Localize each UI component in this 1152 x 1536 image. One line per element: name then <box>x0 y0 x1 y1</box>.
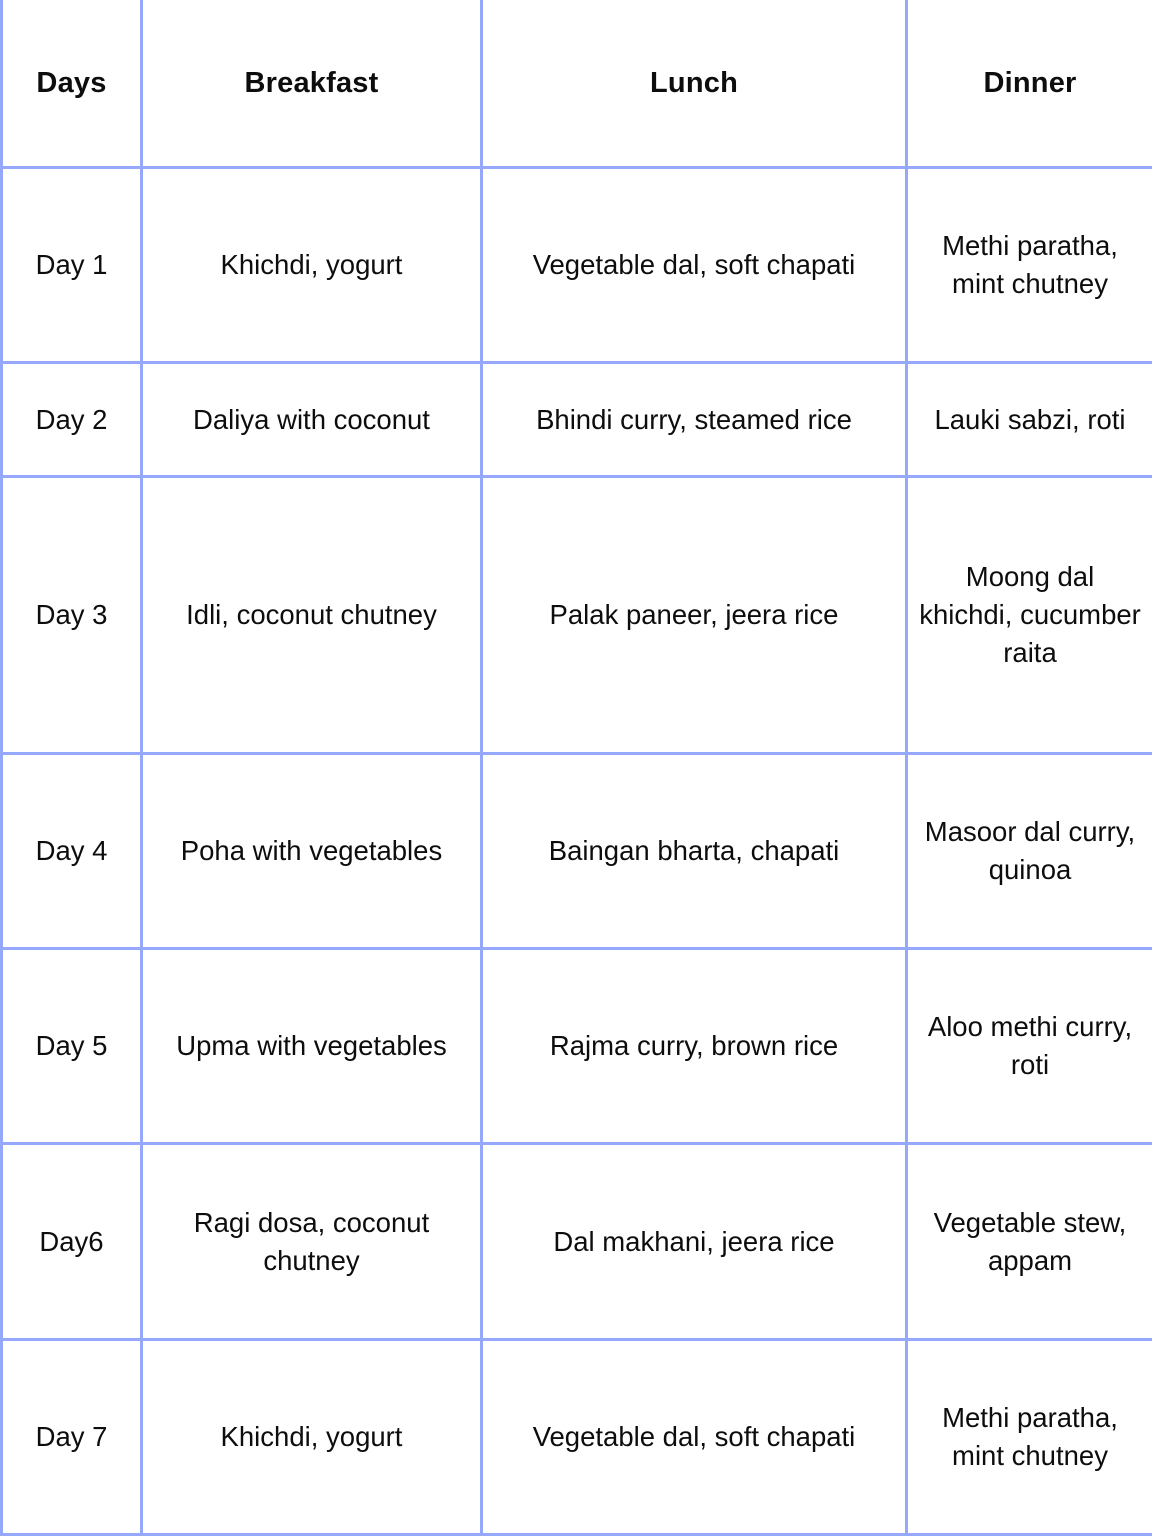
table-header-row <box>2 0 1152 168</box>
cell-day: Day 4 <box>2 753 142 948</box>
cell-lunch: Baingan bharta, chapati <box>482 753 907 948</box>
cell-dinner: Lauki sabzi, roti <box>907 363 1152 477</box>
cell-breakfast: Ragi dosa, coconut chutney <box>142 1144 482 1339</box>
column-header-breakfast: Breakfast <box>142 0 482 168</box>
table-row <box>2 753 1152 948</box>
cell-day: Day 3 <box>2 477 142 754</box>
column-header-dinner: Dinner <box>907 0 1152 168</box>
cell-lunch: Vegetable dal, soft chapati <box>482 168 907 363</box>
cell-day: Day6 <box>2 1144 142 1339</box>
cell-dinner: Methi paratha, mint chutney <box>907 1339 1152 1534</box>
cell-breakfast: Idli, coconut chutney <box>142 477 482 754</box>
cell-lunch: Palak paneer, jeera rice <box>482 477 907 754</box>
cell-breakfast: Upma with vegetables <box>142 949 482 1144</box>
cell-day: Day 5 <box>2 949 142 1144</box>
cell-dinner: Masoor dal curry, quinoa <box>907 753 1152 948</box>
cell-dinner: Vegetable stew, appam <box>907 1144 1152 1339</box>
column-header-days: Days <box>2 0 142 168</box>
cell-lunch: Vegetable dal, soft chapati <box>482 1339 907 1534</box>
table-row <box>2 949 1152 1144</box>
cell-lunch: Dal makhani, jeera rice <box>482 1144 907 1339</box>
cell-day: Day 7 <box>2 1339 142 1534</box>
table-row <box>2 168 1152 363</box>
cell-breakfast: Khichdi, yogurt <box>142 1339 482 1534</box>
cell-day: Day 2 <box>2 363 142 477</box>
cell-dinner: Moong dal khichdi, cucumber raita <box>907 477 1152 754</box>
table-row <box>2 1339 1152 1534</box>
table-row <box>2 477 1152 754</box>
cell-lunch: Bhindi curry, steamed rice <box>482 363 907 477</box>
column-header-lunch: Lunch <box>482 0 907 168</box>
table-row <box>2 1144 1152 1339</box>
cell-dinner: Methi paratha, mint chutney <box>907 168 1152 363</box>
table-body <box>2 168 1152 1535</box>
cell-day: Day 1 <box>2 168 142 363</box>
cell-lunch: Rajma curry, brown rice <box>482 949 907 1144</box>
cell-breakfast: Daliya with coconut <box>142 363 482 477</box>
cell-breakfast: Poha with vegetables <box>142 753 482 948</box>
cell-dinner: Aloo methi curry, roti <box>907 949 1152 1144</box>
table-row <box>2 363 1152 477</box>
cell-breakfast: Khichdi, yogurt <box>142 168 482 363</box>
table-header <box>2 0 1152 168</box>
